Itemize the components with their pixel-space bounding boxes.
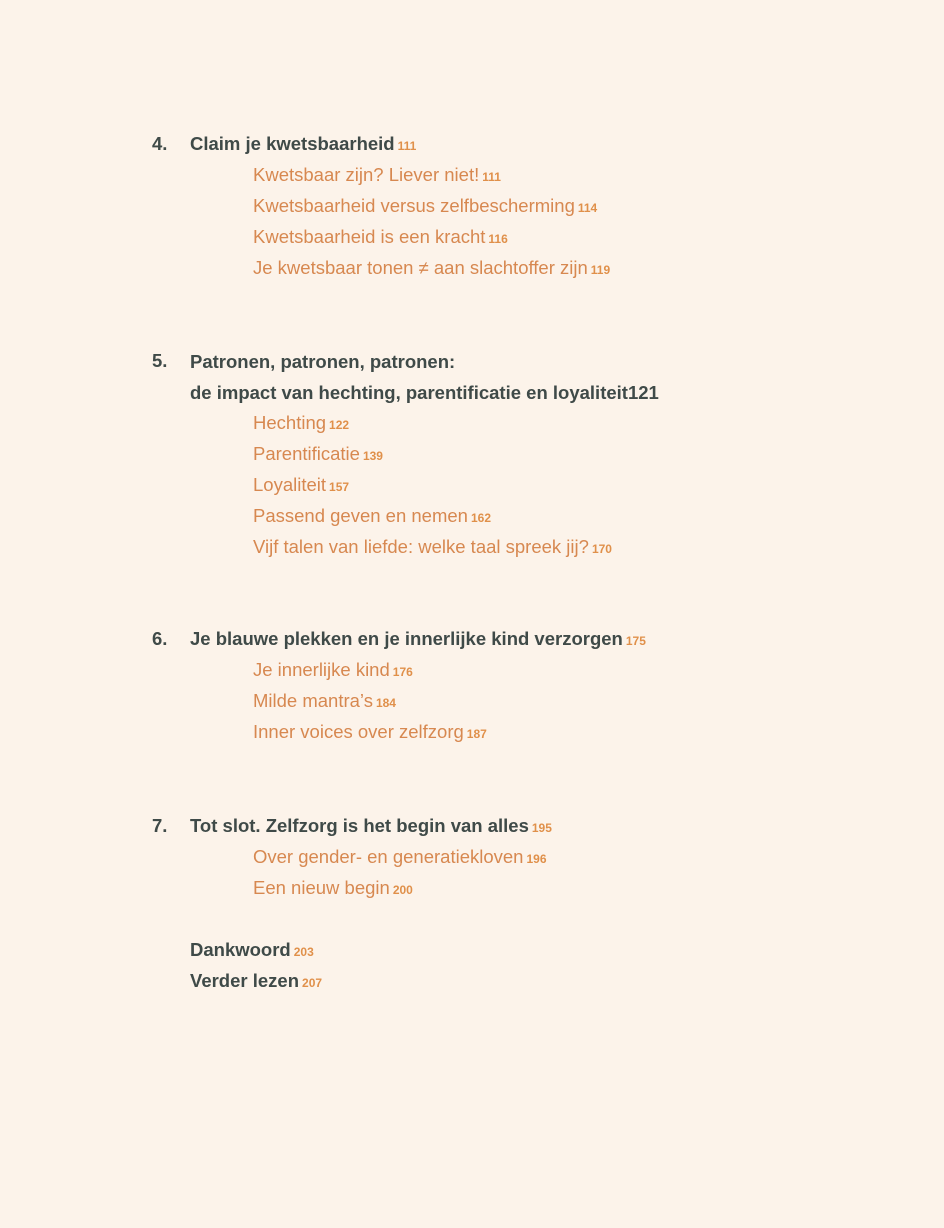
section-page-number: 162	[470, 511, 491, 525]
section-list	[253, 412, 612, 567]
chapter-title[interactable]	[190, 815, 552, 837]
section-item[interactable]	[253, 443, 612, 474]
section-title: Een nieuw begin	[253, 877, 390, 898]
chapter-title-line-1: Patronen, patronen, patronen:	[190, 351, 456, 372]
back-matter-title: Verder lezen	[190, 970, 300, 991]
back-matter-title: Dankwoord	[190, 939, 291, 960]
section-item[interactable]	[253, 257, 610, 288]
section-title: Hechting	[253, 412, 327, 433]
section-page-number: 122	[329, 418, 350, 432]
section-item[interactable]	[253, 877, 547, 908]
chapter-number: 7.	[152, 815, 168, 836]
section-title: Milde mantra’s	[253, 690, 373, 711]
section-item[interactable]	[253, 164, 610, 195]
chapter-title-text: Je blauwe plekken en je innerlijke kind verzorgen	[190, 628, 623, 649]
section-item[interactable]	[253, 412, 612, 443]
section-item[interactable]	[253, 690, 487, 721]
section-page-number: 200	[392, 883, 413, 897]
section-item[interactable]	[253, 505, 612, 536]
section-page-number: 139	[362, 449, 383, 463]
chapter-page-number: 111	[397, 139, 417, 153]
section-title: Passend geven en nemen	[253, 505, 468, 526]
chapter-title-line-2	[190, 377, 659, 408]
section-title: Vijf talen van liefde: welke taal spreek jij?	[253, 536, 589, 557]
section-item[interactable]	[253, 721, 487, 752]
section-page-number: 170	[591, 542, 612, 556]
section-item[interactable]	[253, 659, 487, 690]
section-page-number: 116	[488, 232, 508, 246]
section-item[interactable]	[253, 474, 612, 505]
section-page-number: 187	[466, 727, 487, 741]
back-matter-list	[190, 939, 322, 1001]
section-page-number: 176	[392, 665, 413, 679]
section-title: Kwetsbaarheid versus zelfbescherming	[253, 195, 575, 216]
section-page-number: 157	[329, 480, 350, 494]
section-title: Over gender- en generatiekloven	[253, 846, 524, 867]
section-item[interactable]	[253, 846, 547, 877]
back-matter-page-number: 203	[293, 945, 314, 959]
chapter-title[interactable]	[190, 346, 659, 408]
chapter-title[interactable]	[190, 628, 646, 650]
chapter-number: 6.	[152, 628, 168, 649]
section-item[interactable]	[253, 195, 610, 226]
section-title: Parentificatie	[253, 443, 360, 464]
section-page-number: 196	[526, 852, 547, 866]
section-page-number: 119	[590, 263, 611, 277]
section-title: Loyaliteit	[253, 474, 327, 495]
section-list	[253, 846, 547, 908]
section-title: Kwetsbaar zijn? Liever niet!	[253, 164, 480, 185]
section-page-number: 114	[577, 201, 598, 215]
chapter-page-number: 175	[625, 634, 646, 648]
chapter-page-number: 195	[531, 821, 552, 835]
section-list	[253, 164, 610, 288]
back-matter-page-number: 207	[302, 976, 323, 990]
chapter-title[interactable]	[190, 133, 416, 155]
chapter-title-text: Claim je kwetsbaarheid	[190, 133, 395, 154]
back-matter-item[interactable]	[190, 970, 322, 1001]
section-list	[253, 659, 487, 752]
section-page-number: 111	[482, 170, 501, 184]
chapter-number: 5.	[152, 350, 168, 371]
back-matter-item[interactable]	[190, 939, 322, 970]
section-page-number: 184	[375, 696, 396, 710]
section-title: Inner voices over zelfzorg	[253, 721, 464, 742]
section-item[interactable]	[253, 226, 610, 257]
chapter-page-number: 121	[627, 382, 659, 403]
chapter-number: 4.	[152, 133, 168, 154]
chapter-title-text: Tot slot. Zelfzorg is het begin van alles	[190, 815, 529, 836]
section-title: Kwetsbaarheid is een kracht	[253, 226, 486, 247]
section-item[interactable]	[253, 536, 612, 567]
chapter-title-text: de impact van hechting, parentificatie en loyaliteit	[190, 382, 628, 403]
section-title: Je innerlijke kind	[253, 659, 390, 680]
section-title: Je kwetsbaar tonen ≠ aan slachtoffer zijn	[253, 257, 588, 278]
